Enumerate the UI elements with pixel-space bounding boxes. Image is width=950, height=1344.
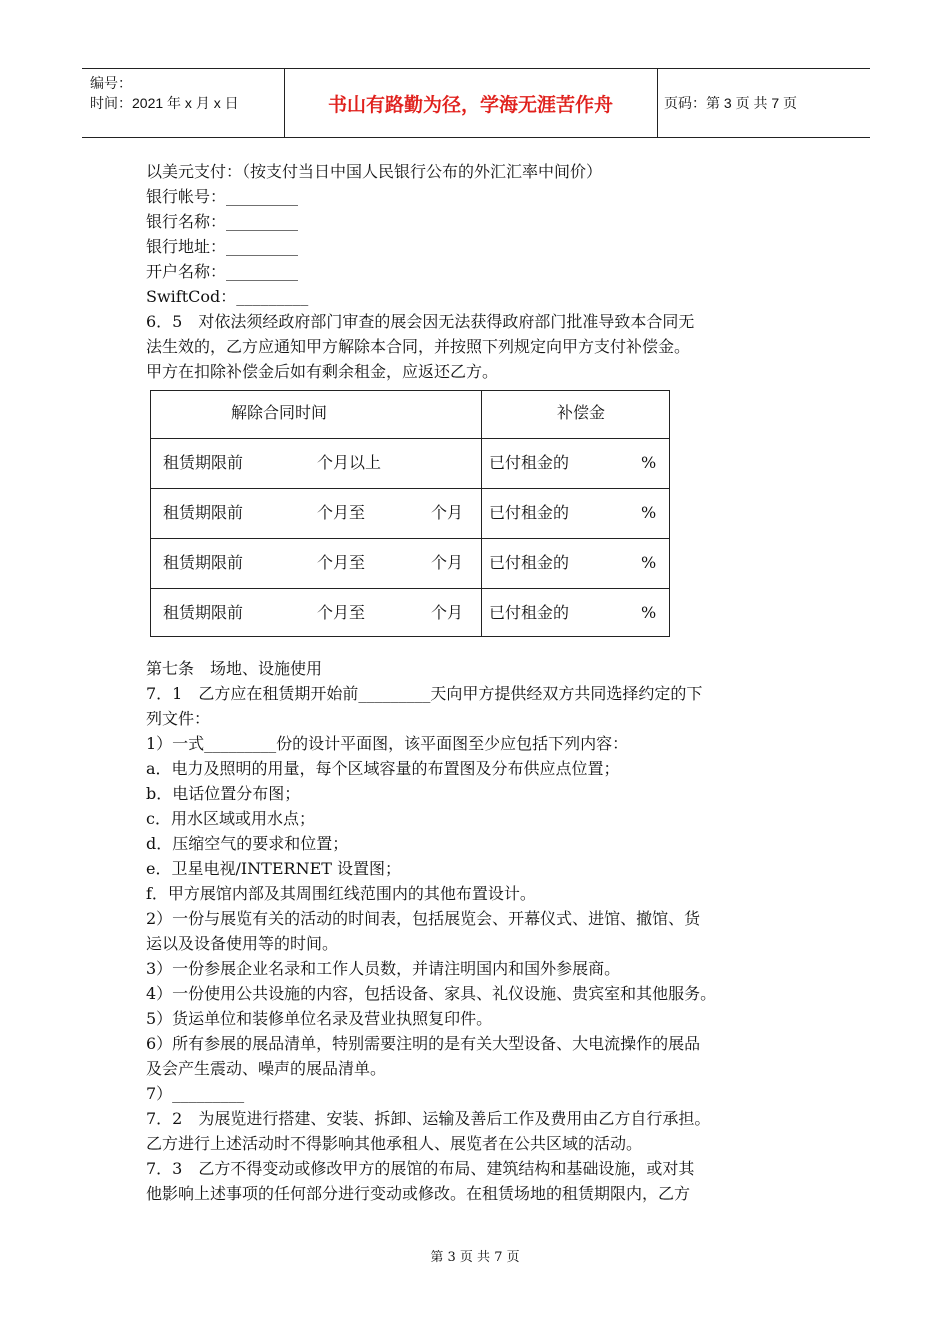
header-divider [657, 69, 658, 137]
body-line: a．电力及照明的用量，每个区域容量的布置图及分布供应点位置； [146, 759, 620, 778]
body-line: 7）_________ [146, 1084, 245, 1103]
table-cell: 个月至 [317, 603, 366, 622]
body-line: 以美元支付：（按支付当日中国人民银行公布的外汇汇率中间价） [146, 162, 603, 181]
table-cell: 租赁期限前 [163, 503, 244, 522]
table-cell: 租赁期限前 [163, 603, 244, 622]
body-line: f．甲方展馆内部及其周围红线范围内的其他布置设计。 [146, 884, 536, 903]
table-cell: % [641, 603, 657, 622]
body-line: 银行地址：_________ [146, 237, 299, 256]
body-line: 7．3 乙方不得变动或修改甲方的展馆的布局、建筑结构和基础设施，或对其 [146, 1159, 695, 1178]
body-line: SwiftCod：_________ [146, 287, 309, 306]
body-line: 5）货运单位和装修单位名录及营业执照复印件。 [146, 1009, 493, 1028]
body-line: 7．2 为展览进行搭建、安装、拆卸、运输及善后工作及费用由乙方自行承担。 [146, 1109, 711, 1128]
page-header [82, 68, 870, 138]
table-header-compensation: 补偿金 [557, 403, 606, 422]
body-line: 4）一份使用公共设施的内容，包括设备、家具、礼仪设施、贵宾室和其他服务。 [146, 984, 717, 1003]
document-number-label: 编号： [90, 75, 132, 91]
compensation-table-frame [150, 390, 670, 637]
table-cell: 租赁期限前 [163, 453, 244, 472]
table-cell: 已付租金的 [489, 603, 570, 622]
table-cell: 个月 [431, 503, 464, 522]
table-row-divider [151, 588, 669, 589]
body-line: 及会产生震动、噪声的展品清单。 [146, 1059, 387, 1078]
table-column-divider [481, 391, 482, 636]
body-line: 3）一份参展企业名录和工作人员数，并请注明国内和国外参展商。 [146, 959, 621, 978]
body-line: 他影响上述事项的任何部分进行变动或修改。在租赁场地的租赁期限内，乙方 [146, 1184, 691, 1203]
body-line: 甲方在扣除补偿金后如有剩余租金，应返还乙方。 [146, 362, 499, 381]
body-line: 6．5 对依法须经政府部门审查的展会因无法获得政府部门批准导致本合同无 [146, 312, 695, 331]
table-cell: % [641, 453, 657, 472]
body-line: 列文件： [146, 709, 211, 728]
table-cell: % [641, 553, 657, 572]
body-line: 运以及设备使用等的时间。 [146, 934, 339, 953]
table-cell: 个月至 [317, 553, 366, 572]
table-row-divider [151, 538, 669, 539]
table-cell: 个月 [431, 603, 464, 622]
body-line: e．卫星电视/INTERNET 设置图； [146, 859, 402, 878]
header-meta [90, 73, 239, 113]
body-line: 7．1 乙方应在租赁期开始前_________天向甲方提供经双方共同选择约定的下 [146, 684, 703, 703]
table-cell: % [641, 503, 657, 522]
body-line: 银行名称：_________ [146, 212, 299, 231]
compensation-table [150, 390, 826, 648]
table-cell: 已付租金的 [489, 453, 570, 472]
body-section-payment [146, 159, 826, 384]
body-line: d．压缩空气的要求和位置； [146, 834, 349, 853]
table-cell: 个月至 [317, 503, 366, 522]
document-date-label: 时间：2021 年 x 月 x 日 [90, 95, 239, 111]
body-line: 法生效的，乙方应通知甲方解除本合同，并按照下列规定向甲方支付补偿金。 [146, 337, 691, 356]
body-line: 乙方进行上述活动时不得影响其他承租人、展览者在公共区域的活动。 [146, 1134, 643, 1153]
body-line: 1）一式_________份的设计平面图，该平面图至少应包括下列内容： [146, 734, 629, 753]
body-section-article-7 [146, 656, 826, 1206]
document-body [146, 159, 826, 1206]
body-line: 2）一份与展览有关的活动的时间表，包括展览会、开幕仪式、进馆、撤馆、货 [146, 909, 701, 928]
header-page-number: 页码：第 3 页 共 7 页 [664, 95, 798, 111]
body-line: 第七条 场地、设施使用 [146, 659, 323, 678]
table-header-time: 解除合同时间 [231, 403, 328, 422]
table-cell: 已付租金的 [489, 553, 570, 572]
header-motto: 书山有路勤为径，学海无涯苦作舟 [327, 93, 613, 116]
table-cell: 个月 [431, 553, 464, 572]
table-cell: 已付租金的 [489, 503, 570, 522]
table-row-divider [151, 438, 669, 439]
table-cell: 个月以上 [317, 453, 382, 472]
table-cell: 租赁期限前 [163, 553, 244, 572]
body-line: 银行帐号：_________ [146, 187, 299, 206]
body-line: c．用水区域或用水点； [146, 809, 315, 828]
body-line: 开户名称：_________ [146, 262, 299, 281]
body-line: b．电话位置分布图； [146, 784, 301, 803]
table-row-divider [151, 488, 669, 489]
body-line: 6）所有参展的展品清单，特别需要注明的是有关大型设备、大电流操作的展品 [146, 1034, 701, 1053]
page-footer: 第 3 页 共 7 页 [430, 1250, 520, 1265]
